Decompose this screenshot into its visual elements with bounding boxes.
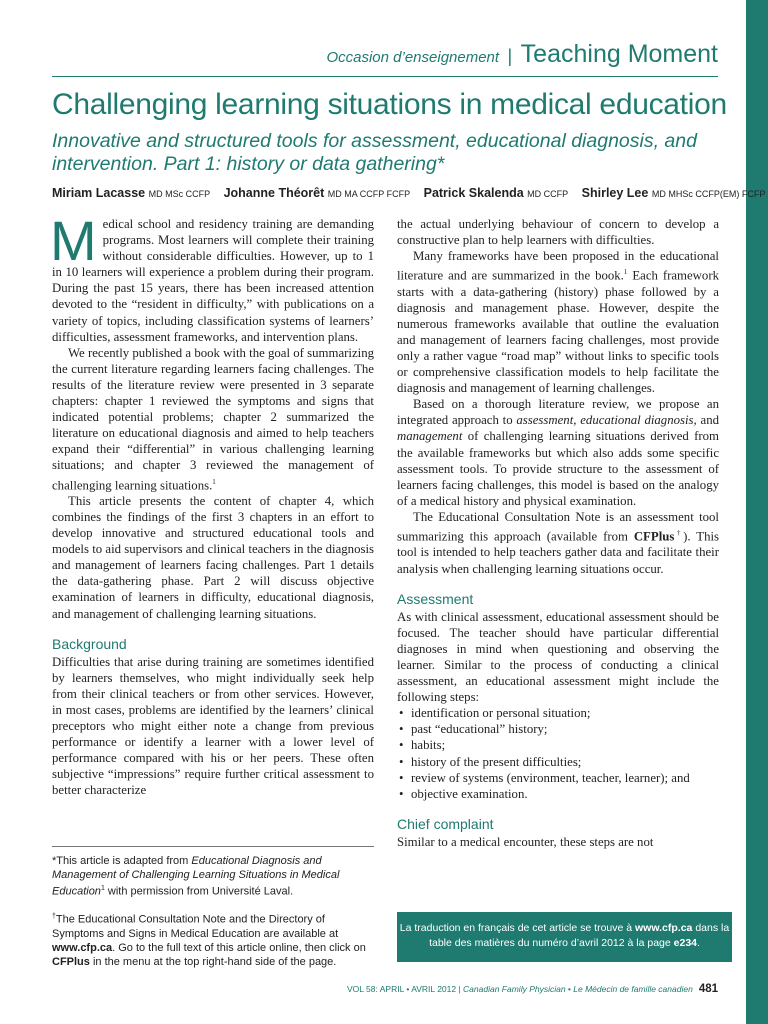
list-item: • past “educational” history; — [411, 721, 719, 737]
steps-list — [397, 705, 719, 802]
cfp-link[interactable]: www.cfp.ca — [635, 922, 693, 934]
side-color-bar — [746, 0, 768, 1024]
article-title: Challenging learning situations in medical education — [52, 88, 727, 121]
list-item: • habits; — [411, 737, 719, 753]
journal-name: Canadian Family Physician • Le Médecin de famille canadien — [463, 984, 693, 994]
volume-info: VOL 58: APRIL • AVRIL 2012 | — [346, 984, 464, 994]
section-label-fr: Occasion d’enseignement — [326, 49, 500, 66]
footnote-adapted: *This article is adapted from Educational Diagnosis and Management of Challenging Learning Situations in Medical Education$^1$ with permission from Université Laval. — [52, 855, 340, 898]
cfplus-menu-link[interactable]: CFPlus — [52, 955, 90, 968]
paragraph: the actual underlying behaviour of concern to develop a constructive plan to help learners with difficulties. — [397, 217, 719, 248]
footnote-rule — [52, 846, 374, 847]
heading-background: Background — [52, 635, 127, 652]
translation-notice: La traduction en français de cet article se trouve à www.cfp.ca dans la table des matières du numéro d’avril 2012 à la page e234. — [397, 912, 732, 962]
author-list — [52, 186, 766, 200]
cfp-link[interactable]: www.cfp.ca — [52, 941, 113, 954]
page-number: 481 — [698, 983, 718, 995]
list-item: • review of systems (environment, teacher, learner); and — [411, 770, 719, 786]
author: Johanne Théorêt MD MA CCFP FCFP — [223, 186, 411, 200]
paragraph: This article presents the content of chapter 4, which combines the findings of the first 3 chapters in an effort to develop innovative and structured educational tools and models to aid supervisors and clinical teachers in the diagnosis and management of learners facing challenges. Part 1 details the data-gathering phase. Part 2 will discuss objective examination of learners in difficulty, educational diagnosis, and management of challenging learning situations. — [52, 493, 374, 621]
paragraph: Based on a thorough literature review, we propose an integrated approach to assessment, educational diagnosis, and management of challenging learning situations derived from the available frameworks but which also adds some specific assessment tools. To provide structure to the assessment of learners facing challenges, this model is based on the analogy of a medical history and physical examination. — [397, 397, 719, 508]
list-item: • identification or personal situation; — [411, 705, 719, 721]
right-column — [397, 216, 719, 850]
author: Miriam Lacasse MD MSc CCFP — [52, 186, 211, 200]
paragraph: We recently published a book with the goal of summarizing the current literature regarding learners facing challenges. The results of the literature review were presented in 3 separate chapters: chapter 1 reviewed the symptoms and signs that indicated potential problems; chapter 2 summarized the literature on educational diagnosis and aimed to help teachers expand their “differential” in various challenging learning situations; and chapter 3 reviewed the management of challenging learning situations.$^1$ — [52, 345, 374, 492]
list-item: • objective examination. — [411, 786, 719, 802]
paragraph: Medical school and residency training are demanding programs. Most learners will complete their training without considerable difficulties. However, up to 1 in 10 learners will experience a problem during their program. During the past 15 years, there has been increased attention devoted to the “resident in difficulty,” with publications on a variety of topics, including classification systems of learners’ difficulties, assessment frameworks, and intervention plans. — [50, 209, 374, 344]
list-item: • history of the present difficulties; — [411, 754, 719, 770]
section-label-en: Teaching Moment — [520, 40, 718, 68]
paragraph: As with clinical assessment, educational assessment should be focused. The teacher should have particular differential diagnoses in mind when questioning and observing the learner. Similar to the process of conducting a clinical assessment, an educational assessment might include the following steps: — [397, 609, 719, 705]
paragraph: Many frameworks have been proposed in the educational literature and are summarized in the book.$^1$ Each framework starts with a data-gathering (history) phase followed by a diagnosis and management phase. However, despite the numerous frameworks available that outline the evaluation and management of learners facing challenges, most provide only a rather vague “road map” without links to specific tools or comprehensive classification models to help facilitate the diagnosis and management of learning challenges. — [397, 249, 719, 396]
drop-cap: M — [50, 209, 97, 272]
header-rule — [52, 76, 718, 77]
author: Patrick Skalenda MD CCFP — [423, 186, 569, 200]
author: Shirley Lee MD MHSc CCFP(EM) FCFP — [581, 186, 766, 200]
paragraph: The Educational Consultation Note is an assessment tool summarizing this approach (available from CFPlus†). This tool is intended to help teachers gather data and facilitate their analysis when challenging learning situations occur. — [397, 509, 720, 576]
section-header — [52, 40, 718, 69]
heading-chief-complaint: Chief complaint — [397, 815, 494, 832]
paragraph: Difficulties that arise during training are sometimes identified by learners themselves, who might individually seek help from their clinical teachers or from other services. However, in most cases, problems are identified by the learners’ clinical preceptors who might either note a change from previous performance or identify a learner with a lower level of performance compared with his or her peers. These often subjective “impressions” require further critical assessment to better characterize — [52, 654, 374, 798]
section-separator: | — [507, 46, 513, 66]
left-column — [50, 209, 374, 799]
paragraph: Similar to a medical encounter, these steps are not — [397, 834, 654, 849]
cfplus-link[interactable]: CFPlus — [633, 529, 675, 544]
heading-assessment: Assessment — [397, 590, 474, 607]
footnote-cfplus: †The Educational Consultation Note and the Directory of Symptoms and Signs in Medical Education are available at www.cfp.ca. Go to the full text of this article online, then click on CFPlus in the menu at the top right-hand side of the page. — [52, 913, 366, 968]
article-subtitle: Innovative and structured tools for assessment, educational diagnosis, and intervention. Part 1: history or data gathering* — [52, 130, 697, 175]
page-footer — [330, 983, 718, 995]
